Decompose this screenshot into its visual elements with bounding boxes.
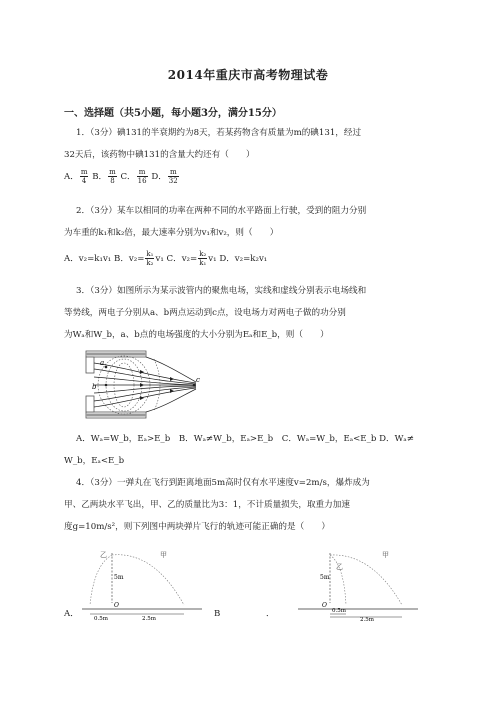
q1-option-b-fraction (108, 168, 117, 185)
lower-plate-hatch (86, 414, 146, 417)
q4-line2: 甲、乙两块水平飞出，甲、乙的质量比为3：1，不计质量损失，取重力加速 (64, 500, 350, 510)
label-origin: O (322, 602, 327, 609)
frac-numerator: m (168, 168, 179, 177)
q2-line2: 为车重的k₁和k₂倍，最大速率分别为v₁和v₂，则（ ） (64, 228, 279, 238)
frac-denominator: 16 (137, 177, 147, 185)
frac-numerator: k₂ (199, 250, 207, 258)
label-height: 5m (320, 574, 330, 581)
q3-line2: 等势线，两电子分别从a、b两点运动到c点，设电场力对两电子做的功分别 (64, 308, 346, 318)
q2-option-c-fraction (198, 250, 207, 267)
label-a: a (100, 359, 105, 367)
label-origin: O (114, 602, 119, 609)
frac-numerator: m (137, 168, 148, 177)
frac-denominator: k₂ (146, 259, 154, 267)
label-c: c (196, 376, 200, 384)
label-height: 5m (114, 574, 124, 581)
q2-option-d: D．v₂=k₂v₁ (219, 254, 268, 264)
point-c (193, 384, 196, 387)
frac-numerator: m (80, 168, 88, 176)
q1-line2: 32天后，该药物中碘131的含量大约还有（ ） (64, 150, 255, 160)
q1-option-a-label: A． (64, 172, 79, 182)
label-x2: 2.5m (360, 617, 374, 621)
q4-line3: 度g=10m/s²，则下列图中两块弹片飞行的轨迹可能正确的是（ ） (64, 522, 330, 532)
q3-line3: 为Wₐ和W_b，a、b点的电场强度的大小分别为Eₐ和E_b，则（ ） (64, 330, 329, 340)
q2-option-b-post: v₁ (155, 254, 164, 264)
label-jia: 甲 (382, 551, 389, 559)
q4-option-b: B (214, 609, 221, 619)
frac-denominator: 8 (110, 177, 115, 185)
label-x1: 0.5m (332, 608, 346, 614)
trajectory-figure-a (74, 545, 204, 621)
frac-denominator: 4 (81, 177, 87, 185)
label-b: b (92, 383, 97, 391)
q1-option-a-fraction (80, 168, 89, 185)
point-a (105, 366, 108, 369)
field-lines (94, 357, 196, 412)
q2-line1: 2．（3分）某车以相同的功率在两种不同的水平路面上行驶，受到的阻力分别 (76, 206, 367, 216)
q1-option-d-fraction (168, 168, 179, 185)
q3-options-line2: W_b，Eₐ<E_b (64, 456, 125, 466)
q4-option-a: A． (64, 609, 79, 619)
q2-option-b-fraction (145, 250, 154, 267)
label-jia: 甲 (160, 551, 167, 559)
q1-options (64, 168, 180, 185)
trajectory-figure-b (290, 545, 420, 621)
frac-denominator: k₁ (199, 259, 207, 267)
q1-option-d-label: D． (151, 172, 167, 182)
upper-plate-hatch (86, 353, 146, 356)
q2-option-c-pre: C．v₂= (166, 254, 198, 264)
q2-option-b-pre: B．v₂= (114, 254, 145, 264)
page-title: 2014年重庆市高考物理试卷 (167, 68, 329, 82)
point-b (105, 384, 108, 387)
q1-option-c-label: C． (120, 172, 136, 182)
q1-option-b-label: B． (92, 172, 108, 182)
q3-line1: 3．（3分）如图所示为某示波管内的聚焦电场，实线和虚线分别表示电场线和 (76, 286, 367, 296)
q4-option-b-dot: ． (266, 609, 275, 619)
label-yi: 乙 (100, 551, 107, 559)
label-yi: 乙 (336, 563, 343, 571)
q2-option-a: A．v₂=k₁v₁ (64, 254, 112, 264)
frac-numerator: m (109, 168, 116, 176)
section-heading: 一、选择题（共5小题，每小题3分，满分15分） (64, 108, 282, 119)
lower-electrode (86, 396, 94, 412)
label-x2: 2.5m (142, 616, 156, 621)
upper-electrode (86, 357, 94, 373)
frac-denominator: 32 (168, 177, 178, 185)
q1-line1: 1．（3分）碘131的半衰期约为8天，若某药物含有质量为m的碘131，经过 (76, 128, 362, 138)
label-x1: 0.5m (94, 616, 108, 621)
trajectory-yi (90, 555, 112, 605)
frac-numerator: k₁ (146, 250, 154, 258)
q4-line1: 4．（3分）一弹丸在飞行到距离地面5m高时仅有水平速度v=2m/s，爆炸成为 (76, 478, 370, 488)
q3-options-line1: A．Wₐ=W_b，Eₐ>E_b B．Wₐ≠W_b，Eₐ>E_b C．Wₐ=W_b，Eₐ<E_b D．Wₐ≠ (76, 434, 414, 444)
q2-option-c-post: v₁ (208, 254, 217, 264)
q1-option-c-fraction (137, 168, 148, 185)
focusing-field-diagram (84, 349, 202, 421)
q2-options (64, 250, 267, 267)
